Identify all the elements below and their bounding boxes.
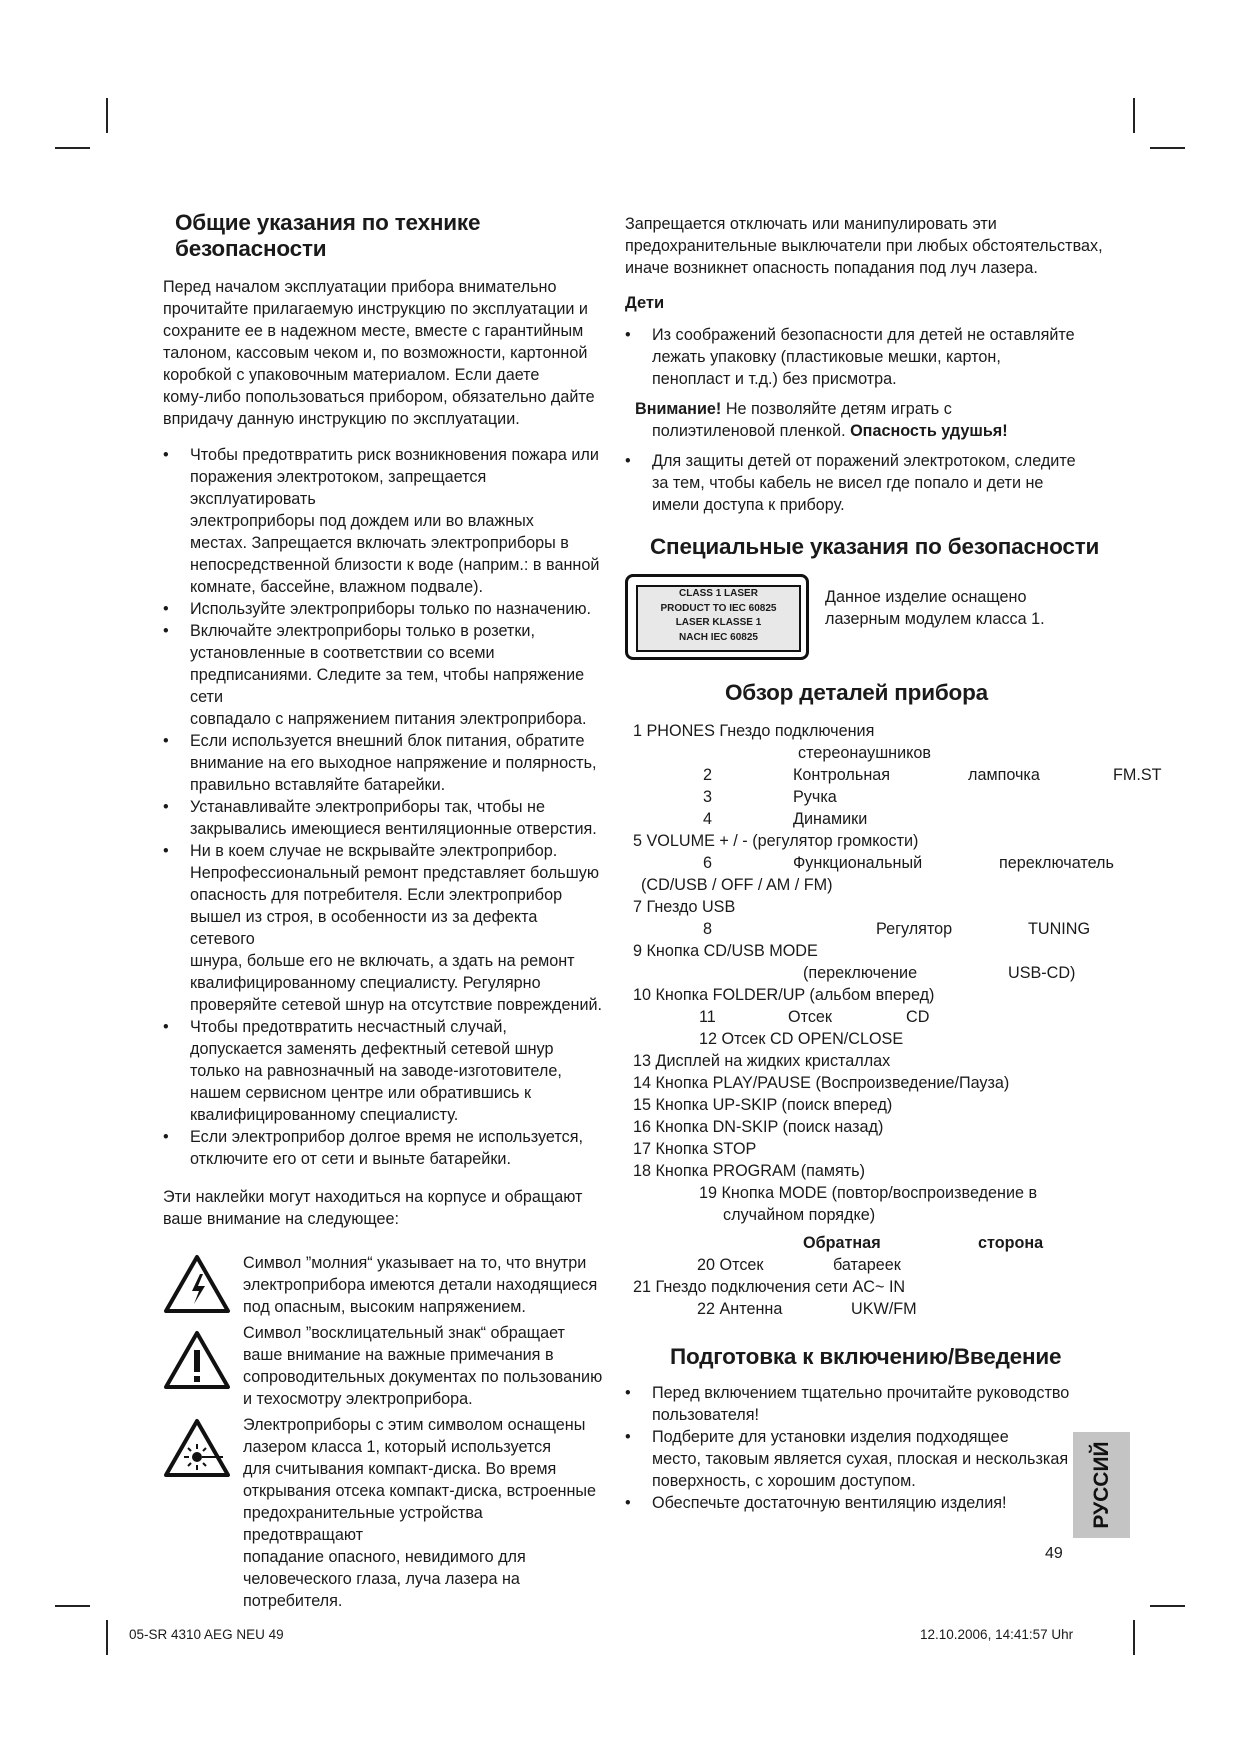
overview-title: Обзор деталей прибора [725,680,988,705]
list-item: случайном порядке) [723,1206,876,1224]
language-tab: РУССИЙ [1073,1432,1130,1538]
back-side-heading: Обратная сторона [803,1234,1044,1252]
children-bullets [625,324,1165,390]
list-item: 9 Кнопка CD/USB MODE [633,942,818,960]
stickers-note: Эти наклейки могут находиться на корпусе и обращают ваше внимание на следующее: [163,1188,583,1228]
special-safety-title: Специальные указания по безопасности [650,534,1100,559]
list-item: 22 Антенна UKW/FM [697,1300,917,1318]
list-item: 12 Отсек CD OPEN/CLOSE [699,1030,904,1048]
list-item: 16 Кнопка DN-SKIP (поиск назад) [633,1118,884,1136]
laser-warning-icon [163,1418,231,1478]
list-item: • Включайте электроприборы только в розетки, установленные в соответствии со всеми предписаниями. Следите за тем, чтобы напряжение сети совпадало с напряжением питания электроприбора. [163,620,603,730]
list-item: • Подберите для установки изделия подходящее место, таковым является сухая, плоская и нескользкая поверхность, с хорошим доступом. [625,1426,1165,1492]
footer-left: 05-SR 4310 AEG NEU 49 [129,1627,284,1642]
list-item: 15 Кнопка UP-SKIP (поиск вперед) [633,1096,893,1114]
list-item: стереонаушников [798,744,932,762]
general-safety-title: Общие указания по технике безопасности [175,210,481,261]
list-item: 19 Кнопка MODE (повтор/воспроизведение в [699,1184,1038,1202]
list-item: • Перед включением тщательно прочитайте руководство пользователя! [625,1382,1165,1426]
list-item: 18 Кнопка PROGRAM (память) [633,1162,866,1180]
list-item: 5 VOLUME + / - (регулятор громкости) [633,832,919,850]
list-item: • Обеспечьте достаточную вентиляцию изделия! [625,1492,1165,1514]
list-item: (переключение USB-CD) [803,964,1076,982]
list-item: • Устанавливайте электроприборы так, чтобы не закрывались имеющиеся вентиляционные отверстия. [163,796,603,840]
list-item: 17 Кнопка STOP [633,1140,757,1158]
list-item: 11 Отсек CD [699,1008,930,1026]
list-item: 21 Гнездо подключения сети AC~ IN [633,1278,906,1296]
right-column [625,213,1165,1514]
list-item: (CD/USB / OFF / AM / FM) [641,876,833,894]
list-item: 4 Динамики [703,810,868,828]
list-item: 6 Функциональный переключатель [703,854,1114,872]
crop-mark [1133,1620,1135,1655]
list-item: 20 Отсек батареек [697,1256,901,1274]
laser-switch-warning: Запрещается отключать или манипулировать эти предохранительные выключатели при любых обстоятельствах, иначе возникнет опасность попадания под луч лазера. [625,215,1103,277]
list-item: • Если электроприбор долгое время не используется, отключите его от сети и выньте батарейки. [163,1126,603,1170]
list-item: 7 Гнездо USB [633,898,736,916]
list-item: • Ни в коем случае не вскрывайте электроприбор. Непрофессиональный ремонт представляет большую опасность для потребителя. Если электроприбор вышел из строя, в особенности из за дефекта сетевого шнура, больше его не включать, а здать на ремонт квалифицированному специалисту. Регулярно проверяйте сетевой шнур на отсутствие повреждений. [163,840,603,1016]
laser-symbol-block: Электроприборы с этим символом оснащены лазером класса 1, который используется для считывания компакт-диска. Во время открывания отсека компакт-диска, встроенные предохранительные устройства предотвращают попадание опасного, невидимого для человеческого глаза, луча лазера на потребителя. [163,1414,603,1612]
list-item: • Чтобы предотвратить риск возникновения пожара или поражения электротоком, запрещается эксплуатировать электроприборы под дождем или во влажных местах. Запрещается включать электроприборы в непосредственной близости к воде (наприм.: в ванной комнате, бассейне, влажном подвале). [163,444,603,598]
laser-note: Данное изделие оснащено лазерным модулем класса 1. [825,588,1045,628]
attention-note: Внимание! Не позволяйте детям играть с полиэтиленовой пленкой. Опасность удушья! [635,400,1008,440]
crop-mark [106,1620,108,1655]
crop-mark [1150,147,1185,149]
footer-right: 12.10.2006, 14:41:57 Uhr [920,1627,1074,1642]
list-item: 14 Кнопка PLAY/PAUSE (Воспроизведение/Пауза) [633,1074,1010,1092]
list-item: 13 Дисплей на жидких кристаллах [633,1052,891,1070]
list-item: • Используйте электроприборы только по назначению. [163,598,603,620]
list-item: • Чтобы предотвратить несчастный случай, допускается заменять дефектный сетевой шнур только на равнозначный на заводе-изготовителе, нашем сервисном центре или обратившись к квалифицированному специалисту. [163,1016,603,1126]
crop-mark [55,1605,90,1607]
crop-mark [55,147,90,149]
prep-title: Подготовка к включению/Введение [670,1344,1062,1369]
lightning-warning-icon [163,1254,231,1314]
laser-class-label: CLASS 1 LASER PRODUCT TO IEC 60825 LASER KLASSE 1 NACH IEC 60825 [625,574,809,660]
crop-mark [1133,98,1135,133]
exclamation-symbol-block: Символ ”восклицательный знак“ обращает ваше внимание на важные примечания в сопроводительных документах по пользованию и техосмотру электроприбора. [163,1322,603,1410]
crop-mark [106,98,108,133]
list-item: • Из соображений безопасности для детей не оставляйте лежать упаковку (пластиковые мешки, картон, пенопласт и т.д.) без присмотра. [625,324,1165,390]
laser-product-block [625,574,1165,652]
list-item: 2 Контрольная лампочка FM.ST [703,766,1162,784]
lightning-symbol-block: Символ ”молния“ указывает на то, что внутри электроприбора имеются детали находящиеся под опасным, высоким напряжением. [163,1252,603,1318]
left-column [163,210,603,1612]
children-heading: Дети [625,294,665,312]
safety-bullets [163,444,603,1170]
intro-paragraph: Перед началом эксплуатации прибора внимательно прочитайте прилагаемую инструкцию по эксплуатации и сохраните ее в надежном месте, вместе с гарантийным талоном, кассовым чеком и, по возможности, картонной коробкой с упаковочным материалом. Если даете кому-либо попользоваться прибором, обязательно дайте впридачу данную инструкцию по эксплуатации. [163,278,595,428]
list-item: 3 Ручка [703,788,837,806]
list-item: 10 Кнопка FOLDER/UP (альбом вперед) [633,986,935,1004]
list-item: 1 PHONES Гнездо подключения [633,722,875,740]
crop-mark [1150,1605,1185,1607]
page-number: 49 [1045,1545,1063,1562]
list-item: 8 Регулятор TUNING [703,920,1091,938]
exclamation-warning-icon [163,1330,231,1390]
parts-list [633,720,1165,1320]
list-item: • Для защиты детей от поражений электротоком, следите за тем, чтобы кабель не висел где попало и дети не имели доступа к прибору. [625,450,1165,516]
list-item: • Если используется внешний блок питания, обратите внимание на его выходное напряжение и полярность, правильно вставляйте батарейки. [163,730,603,796]
